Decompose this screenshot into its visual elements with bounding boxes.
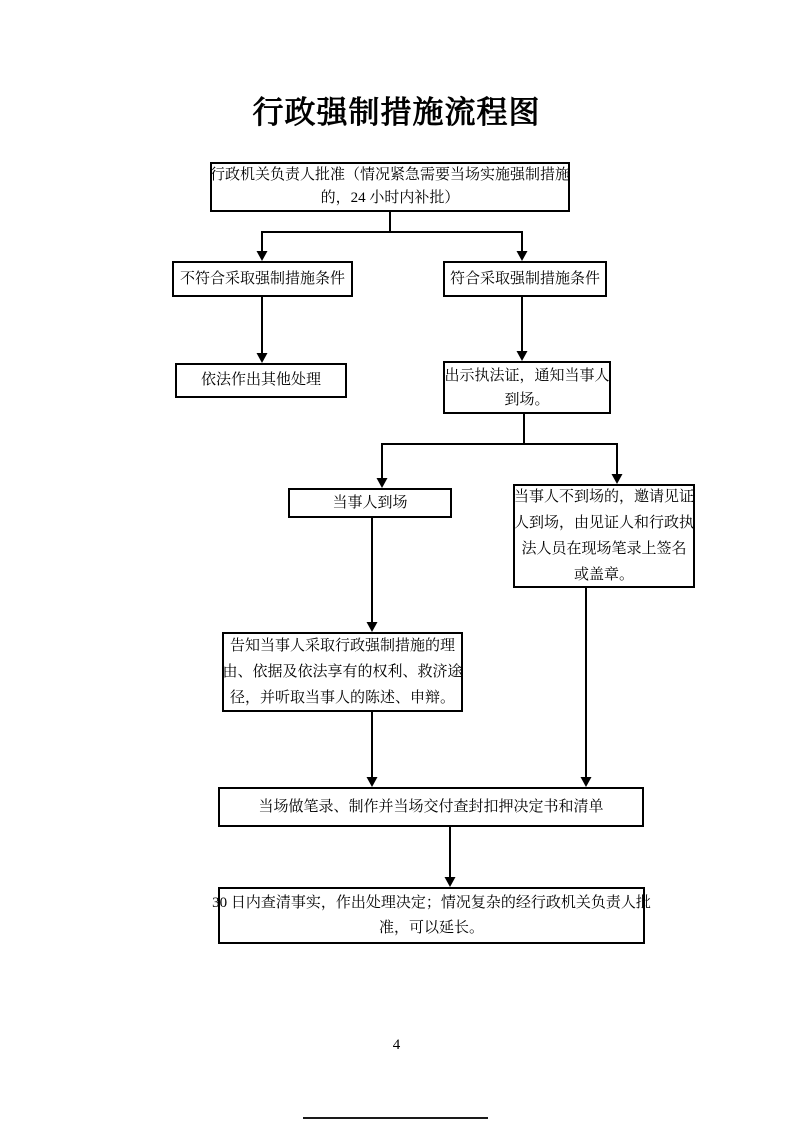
flow-node-text: 告知当事人采取行政强制措施的理 (229, 638, 455, 654)
flow-node-text: 依法作出其他处理 (200, 372, 321, 388)
flow-node-onsite-record (218, 787, 644, 827)
flow-node-other-handling (175, 363, 347, 398)
page-number: 4 (392, 1037, 401, 1053)
flow-node-text: 到场。 (504, 391, 550, 408)
flow-node-text: 出示执法证，通知当事人 (444, 367, 610, 384)
connector-qualified-to-credential (517, 297, 528, 361)
flow-node-text: 当事人不到场的，邀请见证 (514, 489, 695, 505)
flow-node-text: 法人员在现场笔录上签名 (521, 541, 687, 557)
flow-node-text: 当事人到场 (332, 494, 408, 511)
flow-node-text: 行政机关负责人批准（情况紧急需要当场实施强制措施 (210, 167, 571, 183)
connector-present-to-inform (367, 518, 378, 632)
arrowhead (517, 351, 528, 361)
flow-node-text: 或盖章。 (573, 567, 634, 583)
flow-node-qualified (443, 261, 607, 297)
flow-node-decision (212, 887, 651, 944)
flow-node-show-credential (443, 361, 611, 414)
arrowhead (517, 251, 528, 261)
flow-node-party-present (288, 488, 452, 518)
arrowhead (445, 877, 456, 887)
arrowhead (367, 622, 378, 632)
page-title: 行政强制措施流程图 (252, 95, 541, 130)
flow-node-text: 人到场，由见证人和行政执 (514, 515, 695, 531)
flow-node-approval (210, 162, 570, 212)
flow-node-party-absent (513, 484, 695, 588)
connector-approval-split (257, 212, 528, 261)
flow-node-text: 径，并听取当事人的陈述、申辩。 (229, 690, 455, 706)
flow-node-text: 的，24 小时内补批） (320, 190, 460, 206)
flow-node-text: 不符合采取强制措施条件 (179, 270, 345, 287)
connector-record-to-decision (445, 827, 456, 887)
flow-node-text: 当场做笔录、制作并当场交付查封扣押决定书和清单 (258, 798, 604, 815)
arrowhead (257, 353, 268, 363)
flow-node-inform-rights (222, 632, 463, 712)
arrowhead (612, 474, 623, 484)
flow-node-not-qualified (172, 261, 353, 297)
flow-node-text: 准，可以延长。 (378, 919, 484, 936)
connector-absent-to-record (581, 588, 592, 787)
arrowhead (367, 777, 378, 787)
connector-credential-split (377, 414, 623, 488)
flow-node-text: 符合采取强制措施条件 (449, 270, 600, 287)
connector-inform-to-record (367, 712, 378, 787)
flow-node-text: 由、依据及依法享有的权利、救济途 (222, 664, 463, 680)
arrowhead (257, 251, 268, 261)
connector-not-qualified-to-other (257, 297, 268, 363)
arrowhead (581, 777, 592, 787)
flow-node-text: 30 日内查清事实，作出处理决定；情况复杂的经行政机关负责人批 (212, 894, 651, 911)
arrowhead (377, 478, 388, 488)
footnote-separator-line (303, 1117, 488, 1119)
